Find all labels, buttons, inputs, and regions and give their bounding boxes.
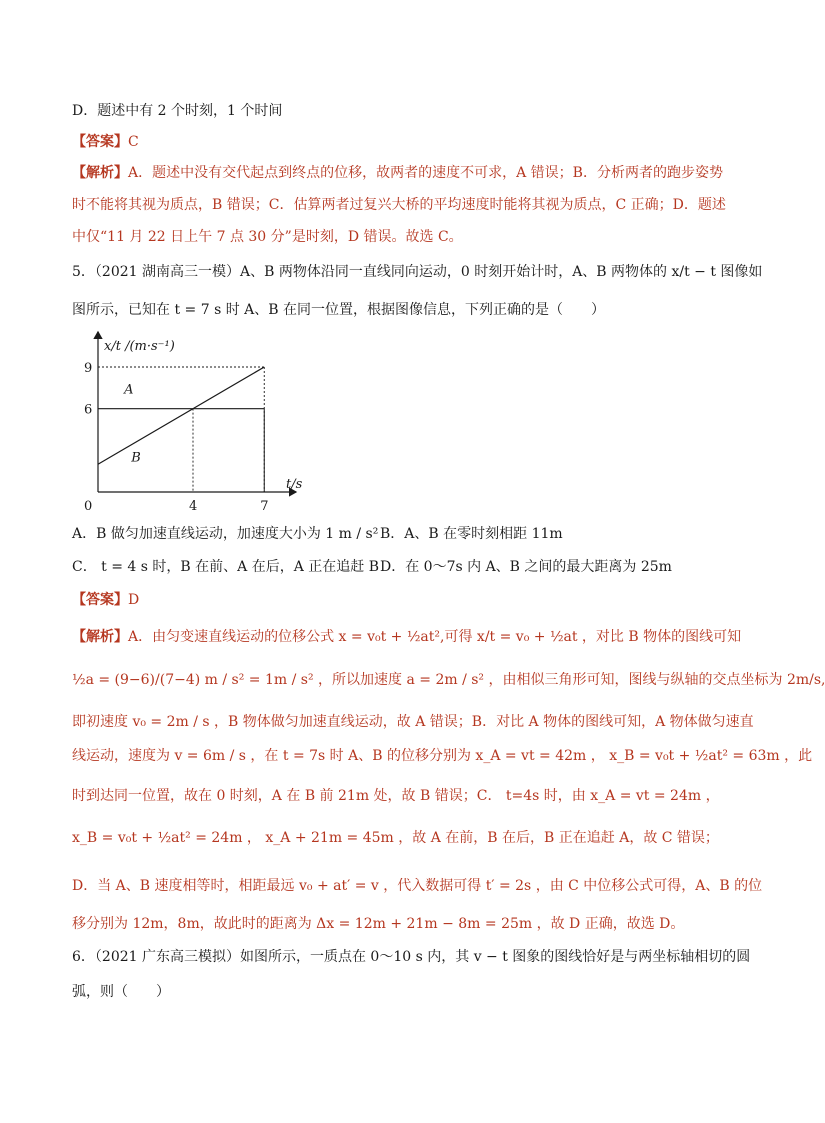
q5-analysis-line: 移分别为 12m，8m，故此时的距离为 Δx = 12m + 21m − 8m = 25m ，故 D 正确，故选 D。 xyxy=(72,916,685,932)
q5-analysis-line: D．当 A、B 速度相等时，相距最远 v₀ + at′ = v ，代入数据可得 t′ = 2s ，由 C 中位移公式可得，A、B 的位 xyxy=(72,878,763,894)
y-axis-label: x/t /(m·s⁻¹) xyxy=(104,339,175,354)
q5-stem-line: 5．（2021 湖南高三一模）A、B 两物体沿同一直线同向运动，0 时刻开始计时，A、B 两物体的 x/t − t 图像如 xyxy=(72,264,763,280)
series-label-b: B xyxy=(131,450,141,466)
q4-answer xyxy=(72,132,732,152)
x-axis-label: t/s xyxy=(286,477,303,492)
q5-analysis-line: x_B = v₀t + ½at² = 24m ， x_A + 21m = 45m ，故 A 在前，B 在后，B 正在追赶 A，故 C 错误； xyxy=(72,830,719,846)
origin-label: 0 xyxy=(84,499,93,514)
q5-options-row-2 xyxy=(72,557,672,577)
y-tick-label: 9 xyxy=(84,361,93,376)
q4-analysis-line xyxy=(72,163,732,183)
series-label-a: A xyxy=(124,382,134,398)
answer-tag: 【答案】 xyxy=(72,592,128,608)
analysis-text: A．题述中没有交代起点到终点的位移，故两者的速度不可求，A 错误；B．分析两者的跑步姿势 xyxy=(128,165,723,181)
q5-analysis-line: 线运动，速度为 v = 6m / s ，在 t = 7s 时 A、B 的位移分别为 x_A = vt = 42m ， x_B = v₀t + ½at² = 63m ，此 xyxy=(72,748,813,764)
analysis-tag: 【解析】 xyxy=(72,165,128,181)
q5-analysis-line: 时到达同一位置，故在 0 时刻，A 在 B 前 21m 处，故 B 错误；C． t=4s 时，由 x_A = vt = 24m ， xyxy=(72,788,720,804)
series-b-line xyxy=(98,367,264,464)
q5-option-d: D．在 0～7s 内 A、B 之间的最大距离为 25m xyxy=(380,559,672,575)
q6-stem-line: 弧，则（ ） xyxy=(72,984,170,1000)
x-tick-label: 7 xyxy=(260,499,269,514)
q5-option-b: B．A、B 在零时刻相距 11m xyxy=(380,526,563,542)
y-tick-label: 6 xyxy=(84,402,93,418)
chart-svg xyxy=(70,330,303,520)
q5-analysis-line: 即初速度 v₀ = 2m / s ，B 物体做匀加速直线运动，故 A 错误；B．对比 A 物体的图线可知，A 物体做匀速直 xyxy=(72,714,754,730)
answer-value: C xyxy=(128,134,139,150)
q5-xt-t-graph xyxy=(70,330,303,520)
q5-stem-line: 图所示，已知在 t = 7 s 时 A、B 在同一位置，根据图像信息，下列正确的是（ ） xyxy=(72,302,605,318)
q4-analysis-line: 中仅“11 月 22 日上午 7 点 30 分”是时刻，D 错误。故选 C。 xyxy=(72,229,463,245)
q5-analysis-line: ½a = (9−6)/(7−4) m / s² = 1m / s² ，所以加速度 a = 2m / s² ，由相似三角形可知，图线与纵轴的交点坐标为 2m/s, xyxy=(72,672,825,688)
q6-stem-line: 6．（2021 广东高三模拟）如图所示，一质点在 0～10 s 内，其 v − t 图象的图线恰好是与两坐标轴相切的圆 xyxy=(72,949,751,965)
q5-option-a: A．B 做匀加速直线运动，加速度大小为 1 m / s² xyxy=(72,526,379,542)
answer-value: D xyxy=(128,592,140,608)
q4-analysis-line: 时不能将其视为质点，B 错误；C．估算两者过复兴大桥的平均速度时能将其视为质点，C 正确；D．题述 xyxy=(72,197,726,213)
q5-options-row-1 xyxy=(72,524,563,544)
answer-tag: 【答案】 xyxy=(72,134,128,150)
x-tick-label: 4 xyxy=(189,499,198,514)
q5-option-c: C． t = 4 s 时，B 在前、A 在后，A 正在追赶 B xyxy=(72,559,380,575)
q5-analysis-line xyxy=(72,627,742,647)
analysis-text: A．由匀变速直线运动的位移公式 x = v₀t + ½at²,可得 x/t = v₀ + ½at ，对比 B 物体的图线可知 xyxy=(128,629,742,645)
q5-answer xyxy=(72,590,732,610)
analysis-tag: 【解析】 xyxy=(72,629,128,645)
q4-option-d: D．题述中有 2 个时刻，1 个时间 xyxy=(72,103,283,119)
